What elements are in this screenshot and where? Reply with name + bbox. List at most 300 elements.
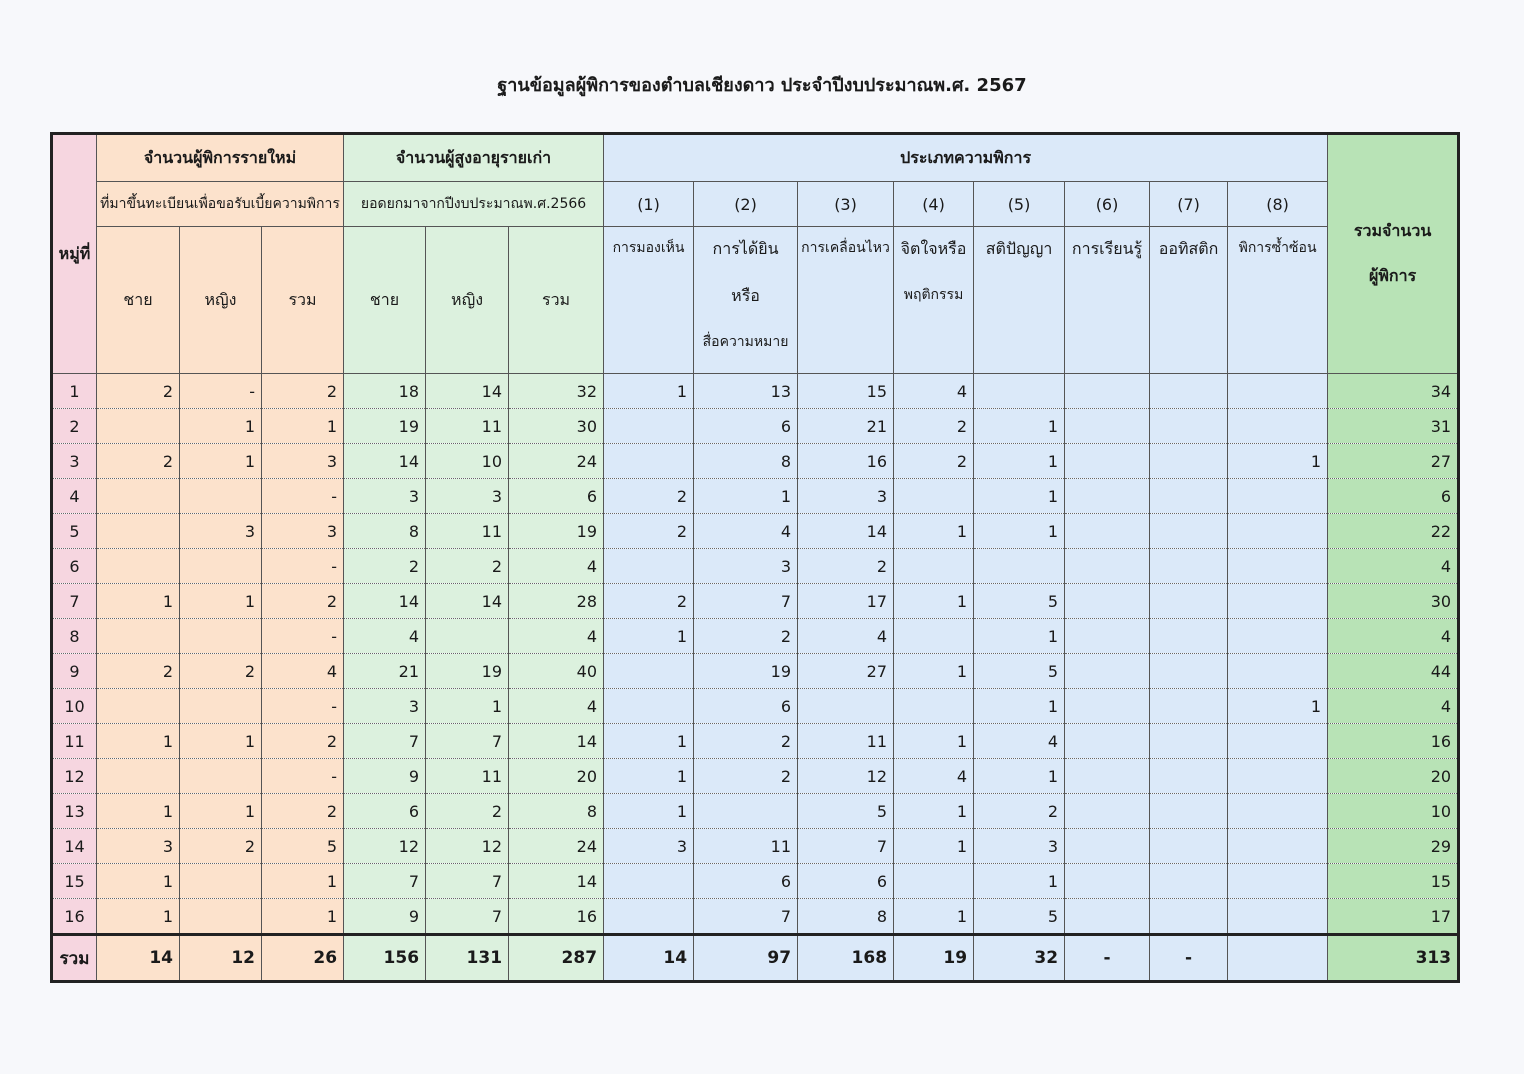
cell-type5: 1 bbox=[974, 689, 1065, 724]
cell-type7 bbox=[1150, 584, 1228, 619]
cell-type3: 15 bbox=[798, 374, 894, 409]
cell-type5: 5 bbox=[974, 899, 1065, 935]
cell-type6 bbox=[1065, 689, 1150, 724]
cell-village: 14 bbox=[52, 829, 97, 864]
cell-type2: 1 bbox=[694, 479, 798, 514]
total-new-sum: 26 bbox=[262, 935, 344, 982]
cell-new-female bbox=[180, 689, 262, 724]
cell-old-sum: 19 bbox=[509, 514, 604, 549]
new-sum-header: รวม bbox=[262, 227, 344, 374]
cell-type1: 1 bbox=[604, 619, 694, 654]
cell-new-female bbox=[180, 864, 262, 899]
cell-type3: 17 bbox=[798, 584, 894, 619]
cell-type4: 1 bbox=[894, 724, 974, 759]
type2-num: (2) bbox=[694, 182, 798, 227]
cell-type6 bbox=[1065, 829, 1150, 864]
cell-village: 13 bbox=[52, 794, 97, 829]
cell-old-female: 19 bbox=[426, 654, 509, 689]
cell-type4: 4 bbox=[894, 374, 974, 409]
cell-type4: 1 bbox=[894, 899, 974, 935]
cell-type7 bbox=[1150, 479, 1228, 514]
type2-line3: สื่อความหมาย bbox=[702, 334, 789, 350]
cell-type4: 1 bbox=[894, 514, 974, 549]
total-type7: - bbox=[1150, 935, 1228, 982]
new-sub-header: ที่มาขึ้นทะเบียนเพื่อขอรับเบี้ยความพิการ bbox=[97, 182, 344, 227]
cell-total: 29 bbox=[1328, 829, 1459, 864]
cell-total: 4 bbox=[1328, 689, 1459, 724]
cell-type8: 1 bbox=[1228, 444, 1328, 479]
cell-type3: 21 bbox=[798, 409, 894, 444]
type4-header bbox=[894, 227, 974, 374]
table-row bbox=[52, 444, 1459, 479]
cell-type7 bbox=[1150, 829, 1228, 864]
table-row bbox=[52, 584, 1459, 619]
cell-type2: 7 bbox=[694, 899, 798, 935]
cell-type6 bbox=[1065, 864, 1150, 899]
total-new-female: 12 bbox=[180, 935, 262, 982]
cell-total: 22 bbox=[1328, 514, 1459, 549]
cell-type2: 2 bbox=[694, 724, 798, 759]
cell-new-sum: 2 bbox=[262, 724, 344, 759]
type2-header bbox=[694, 227, 798, 374]
cell-new-male: 1 bbox=[97, 724, 180, 759]
cell-new-sum: - bbox=[262, 549, 344, 584]
cell-type4: 1 bbox=[894, 584, 974, 619]
type6-header: การเรียนรู้ bbox=[1065, 227, 1150, 374]
table-row bbox=[52, 654, 1459, 689]
cell-type1: 2 bbox=[604, 479, 694, 514]
cell-village: 10 bbox=[52, 689, 97, 724]
cell-type6 bbox=[1065, 479, 1150, 514]
col-village-header: หมู่ที่ bbox=[52, 134, 97, 374]
cell-old-male: 4 bbox=[344, 619, 426, 654]
old-group-header: จำนวนผู้สูงอายุรายเก่า bbox=[344, 134, 604, 182]
cell-old-female: 10 bbox=[426, 444, 509, 479]
cell-new-female: 1 bbox=[180, 724, 262, 759]
cell-old-female bbox=[426, 619, 509, 654]
cell-new-male bbox=[97, 689, 180, 724]
table-row bbox=[52, 759, 1459, 794]
disability-table bbox=[50, 132, 1460, 983]
cell-total: 20 bbox=[1328, 759, 1459, 794]
cell-type5: 2 bbox=[974, 794, 1065, 829]
table-row bbox=[52, 409, 1459, 444]
cell-type6 bbox=[1065, 619, 1150, 654]
cell-type1: 2 bbox=[604, 584, 694, 619]
cell-type2: 6 bbox=[694, 409, 798, 444]
cell-old-male: 6 bbox=[344, 794, 426, 829]
cell-old-sum: 24 bbox=[509, 444, 604, 479]
cell-type7 bbox=[1150, 724, 1228, 759]
total-type3: 168 bbox=[798, 935, 894, 982]
cell-type8 bbox=[1228, 409, 1328, 444]
cell-old-male: 12 bbox=[344, 829, 426, 864]
cell-new-sum: 4 bbox=[262, 654, 344, 689]
cell-new-sum: 5 bbox=[262, 829, 344, 864]
cell-old-female: 11 bbox=[426, 514, 509, 549]
cell-new-female: 1 bbox=[180, 444, 262, 479]
cell-type6 bbox=[1065, 654, 1150, 689]
type1-header: การมองเห็น bbox=[604, 227, 694, 374]
cell-old-male: 7 bbox=[344, 864, 426, 899]
cell-type7 bbox=[1150, 444, 1228, 479]
cell-new-female: 1 bbox=[180, 794, 262, 829]
cell-type8 bbox=[1228, 899, 1328, 935]
cell-type4: 1 bbox=[894, 794, 974, 829]
type7-num: (7) bbox=[1150, 182, 1228, 227]
cell-new-male: 2 bbox=[97, 444, 180, 479]
cell-type8 bbox=[1228, 864, 1328, 899]
cell-village: 6 bbox=[52, 549, 97, 584]
cell-new-sum: 2 bbox=[262, 794, 344, 829]
cell-type3: 8 bbox=[798, 899, 894, 935]
cell-type8 bbox=[1228, 759, 1328, 794]
cell-new-male: 3 bbox=[97, 829, 180, 864]
cell-type5: 1 bbox=[974, 444, 1065, 479]
type8-num: (8) bbox=[1228, 182, 1328, 227]
table-row bbox=[52, 899, 1459, 935]
cell-old-female: 7 bbox=[426, 864, 509, 899]
cell-old-male: 2 bbox=[344, 549, 426, 584]
table-row bbox=[52, 864, 1459, 899]
type2-line1: การได้ยิน bbox=[712, 239, 779, 258]
cell-old-sum: 20 bbox=[509, 759, 604, 794]
cell-type7 bbox=[1150, 374, 1228, 409]
cell-new-male: 1 bbox=[97, 899, 180, 935]
cell-type5: 1 bbox=[974, 514, 1065, 549]
type4-line1: จิตใจหรือ bbox=[900, 239, 967, 258]
cell-new-sum: 3 bbox=[262, 444, 344, 479]
total-old-sum: 287 bbox=[509, 935, 604, 982]
cell-total: 30 bbox=[1328, 584, 1459, 619]
cell-type2: 13 bbox=[694, 374, 798, 409]
cell-type2: 3 bbox=[694, 549, 798, 584]
cell-type5: 5 bbox=[974, 584, 1065, 619]
type4-num: (4) bbox=[894, 182, 974, 227]
type1-num: (1) bbox=[604, 182, 694, 227]
cell-type7 bbox=[1150, 794, 1228, 829]
cell-type5 bbox=[974, 549, 1065, 584]
cell-total: 4 bbox=[1328, 619, 1459, 654]
cell-type7 bbox=[1150, 689, 1228, 724]
cell-new-sum: 1 bbox=[262, 899, 344, 935]
cell-new-female: 2 bbox=[180, 654, 262, 689]
total-type4: 19 bbox=[894, 935, 974, 982]
cell-type1: 2 bbox=[604, 514, 694, 549]
cell-old-female: 2 bbox=[426, 794, 509, 829]
cell-type4 bbox=[894, 689, 974, 724]
cell-village: 1 bbox=[52, 374, 97, 409]
cell-total: 16 bbox=[1328, 724, 1459, 759]
cell-total: 44 bbox=[1328, 654, 1459, 689]
cell-type7 bbox=[1150, 899, 1228, 935]
cell-type3: 7 bbox=[798, 829, 894, 864]
types-group-header: ประเภทความพิการ bbox=[604, 134, 1328, 182]
cell-new-male: 1 bbox=[97, 794, 180, 829]
cell-type1 bbox=[604, 409, 694, 444]
total-header-line1: รวมจำนวน bbox=[1353, 221, 1432, 240]
cell-type4 bbox=[894, 479, 974, 514]
cell-new-sum: - bbox=[262, 689, 344, 724]
cell-new-female bbox=[180, 759, 262, 794]
cell-type2: 11 bbox=[694, 829, 798, 864]
cell-type3: 14 bbox=[798, 514, 894, 549]
table-row bbox=[52, 829, 1459, 864]
table-row bbox=[52, 374, 1459, 409]
cell-type5: 3 bbox=[974, 829, 1065, 864]
cell-old-male: 9 bbox=[344, 759, 426, 794]
cell-new-male: 2 bbox=[97, 654, 180, 689]
cell-new-female bbox=[180, 549, 262, 584]
cell-old-female: 2 bbox=[426, 549, 509, 584]
cell-type1 bbox=[604, 689, 694, 724]
cell-type1 bbox=[604, 549, 694, 584]
cell-type5: 1 bbox=[974, 479, 1065, 514]
cell-old-female: 14 bbox=[426, 374, 509, 409]
total-type5: 32 bbox=[974, 935, 1065, 982]
table-row bbox=[52, 724, 1459, 759]
cell-type4 bbox=[894, 549, 974, 584]
cell-village: 3 bbox=[52, 444, 97, 479]
new-male-header: ชาย bbox=[97, 227, 180, 374]
cell-type8: 1 bbox=[1228, 689, 1328, 724]
cell-type6 bbox=[1065, 794, 1150, 829]
cell-type4: 2 bbox=[894, 444, 974, 479]
cell-type1: 3 bbox=[604, 829, 694, 864]
cell-type6 bbox=[1065, 444, 1150, 479]
cell-type2: 7 bbox=[694, 584, 798, 619]
cell-type6 bbox=[1065, 374, 1150, 409]
cell-type6 bbox=[1065, 514, 1150, 549]
cell-new-sum: - bbox=[262, 479, 344, 514]
type8-header: พิการซ้ำซ้อน bbox=[1228, 227, 1328, 374]
cell-total: 27 bbox=[1328, 444, 1459, 479]
cell-type5: 1 bbox=[974, 619, 1065, 654]
cell-total: 4 bbox=[1328, 549, 1459, 584]
table-row bbox=[52, 549, 1459, 584]
cell-old-male: 8 bbox=[344, 514, 426, 549]
page-title: ฐานข้อมูลผู้พิการของตำบลเชียงดาว ประจำปีงบประมาณพ.ศ. 2567 bbox=[497, 75, 1027, 96]
cell-type3: 16 bbox=[798, 444, 894, 479]
cell-type8 bbox=[1228, 619, 1328, 654]
cell-type5: 1 bbox=[974, 409, 1065, 444]
cell-type3: 11 bbox=[798, 724, 894, 759]
old-female-header: หญิง bbox=[426, 227, 509, 374]
cell-old-female: 12 bbox=[426, 829, 509, 864]
cell-type6 bbox=[1065, 409, 1150, 444]
cell-type3: 12 bbox=[798, 759, 894, 794]
type3-header: การเคลื่อนไหว bbox=[798, 227, 894, 374]
cell-type6 bbox=[1065, 549, 1150, 584]
total-type8 bbox=[1228, 935, 1328, 982]
cell-type2: 8 bbox=[694, 444, 798, 479]
cell-old-male: 19 bbox=[344, 409, 426, 444]
cell-type7 bbox=[1150, 409, 1228, 444]
table-row bbox=[52, 479, 1459, 514]
cell-old-sum: 6 bbox=[509, 479, 604, 514]
cell-type4: 1 bbox=[894, 654, 974, 689]
cell-village: 2 bbox=[52, 409, 97, 444]
cell-old-sum: 4 bbox=[509, 689, 604, 724]
type3-num: (3) bbox=[798, 182, 894, 227]
cell-old-male: 9 bbox=[344, 899, 426, 935]
cell-type4: 4 bbox=[894, 759, 974, 794]
cell-type8 bbox=[1228, 654, 1328, 689]
total-header-line2: ผู้พิการ bbox=[1369, 266, 1417, 285]
cell-old-female: 7 bbox=[426, 724, 509, 759]
cell-total: 17 bbox=[1328, 899, 1459, 935]
total-total: 313 bbox=[1328, 935, 1459, 982]
type5-num: (5) bbox=[974, 182, 1065, 227]
table-row bbox=[52, 619, 1459, 654]
cell-type5: 1 bbox=[974, 864, 1065, 899]
cell-type2: 2 bbox=[694, 759, 798, 794]
cell-new-female: 3 bbox=[180, 514, 262, 549]
cell-old-male: 18 bbox=[344, 374, 426, 409]
cell-old-female: 1 bbox=[426, 689, 509, 724]
old-male-header: ชาย bbox=[344, 227, 426, 374]
cell-type8 bbox=[1228, 794, 1328, 829]
cell-type5 bbox=[974, 374, 1065, 409]
cell-new-male bbox=[97, 409, 180, 444]
cell-type8 bbox=[1228, 549, 1328, 584]
cell-total: 34 bbox=[1328, 374, 1459, 409]
cell-type4 bbox=[894, 864, 974, 899]
cell-new-male bbox=[97, 759, 180, 794]
cell-type4 bbox=[894, 619, 974, 654]
cell-total: 6 bbox=[1328, 479, 1459, 514]
cell-total: 10 bbox=[1328, 794, 1459, 829]
total-type6: - bbox=[1065, 935, 1150, 982]
cell-type7 bbox=[1150, 549, 1228, 584]
cell-type1 bbox=[604, 864, 694, 899]
cell-new-female: 1 bbox=[180, 409, 262, 444]
cell-new-sum: 3 bbox=[262, 514, 344, 549]
total-old-male: 156 bbox=[344, 935, 426, 982]
cell-new-female: - bbox=[180, 374, 262, 409]
cell-old-male: 3 bbox=[344, 479, 426, 514]
cell-type7 bbox=[1150, 759, 1228, 794]
cell-type5: 5 bbox=[974, 654, 1065, 689]
cell-new-female bbox=[180, 479, 262, 514]
cell-type2: 6 bbox=[694, 864, 798, 899]
cell-village: 7 bbox=[52, 584, 97, 619]
cell-total: 31 bbox=[1328, 409, 1459, 444]
cell-type1 bbox=[604, 654, 694, 689]
cell-old-sum: 24 bbox=[509, 829, 604, 864]
type4-line2: พฤติกรรม bbox=[903, 287, 964, 303]
cell-new-sum: 1 bbox=[262, 409, 344, 444]
cell-type7 bbox=[1150, 514, 1228, 549]
cell-old-sum: 14 bbox=[509, 864, 604, 899]
cell-old-male: 3 bbox=[344, 689, 426, 724]
cell-old-female: 14 bbox=[426, 584, 509, 619]
cell-type4: 2 bbox=[894, 409, 974, 444]
cell-type5: 4 bbox=[974, 724, 1065, 759]
cell-old-female: 11 bbox=[426, 759, 509, 794]
cell-new-male bbox=[97, 514, 180, 549]
cell-type1 bbox=[604, 444, 694, 479]
cell-type2: 4 bbox=[694, 514, 798, 549]
cell-type1: 1 bbox=[604, 794, 694, 829]
type6-num: (6) bbox=[1065, 182, 1150, 227]
cell-new-sum: 2 bbox=[262, 374, 344, 409]
cell-old-sum: 8 bbox=[509, 794, 604, 829]
cell-old-female: 3 bbox=[426, 479, 509, 514]
old-sum-header: รวม bbox=[509, 227, 604, 374]
total-old-female: 131 bbox=[426, 935, 509, 982]
cell-type8 bbox=[1228, 514, 1328, 549]
cell-village: 9 bbox=[52, 654, 97, 689]
cell-old-sum: 4 bbox=[509, 619, 604, 654]
new-group-header: จำนวนผู้พิการรายใหม่ bbox=[97, 134, 344, 182]
new-female-header: หญิง bbox=[180, 227, 262, 374]
total-type2: 97 bbox=[694, 935, 798, 982]
cell-type3: 4 bbox=[798, 619, 894, 654]
cell-village: 8 bbox=[52, 619, 97, 654]
table-row bbox=[52, 689, 1459, 724]
cell-old-female: 7 bbox=[426, 899, 509, 935]
type7-header: ออทิสติก bbox=[1150, 227, 1228, 374]
cell-new-male bbox=[97, 549, 180, 584]
total-village: รวม bbox=[52, 935, 97, 982]
cell-type3: 2 bbox=[798, 549, 894, 584]
cell-type8 bbox=[1228, 584, 1328, 619]
cell-new-female bbox=[180, 619, 262, 654]
table-body bbox=[52, 374, 1459, 935]
cell-type1: 1 bbox=[604, 759, 694, 794]
cell-type4: 1 bbox=[894, 829, 974, 864]
cell-type3: 6 bbox=[798, 864, 894, 899]
cell-old-sum: 4 bbox=[509, 549, 604, 584]
cell-old-sum: 32 bbox=[509, 374, 604, 409]
cell-type6 bbox=[1065, 899, 1150, 935]
total-new-male: 14 bbox=[97, 935, 180, 982]
cell-village: 12 bbox=[52, 759, 97, 794]
cell-village: 5 bbox=[52, 514, 97, 549]
cell-type7 bbox=[1150, 654, 1228, 689]
cell-old-sum: 40 bbox=[509, 654, 604, 689]
cell-type2: 2 bbox=[694, 619, 798, 654]
cell-type8 bbox=[1228, 374, 1328, 409]
cell-type6 bbox=[1065, 584, 1150, 619]
cell-type5: 1 bbox=[974, 759, 1065, 794]
type2-line2: หรือ bbox=[731, 286, 760, 305]
cell-type1 bbox=[604, 899, 694, 935]
cell-old-sum: 14 bbox=[509, 724, 604, 759]
cell-old-male: 7 bbox=[344, 724, 426, 759]
cell-old-sum: 28 bbox=[509, 584, 604, 619]
cell-new-sum: 2 bbox=[262, 584, 344, 619]
cell-new-male bbox=[97, 619, 180, 654]
cell-old-male: 21 bbox=[344, 654, 426, 689]
total-type1: 14 bbox=[604, 935, 694, 982]
cell-new-female: 2 bbox=[180, 829, 262, 864]
cell-type3: 5 bbox=[798, 794, 894, 829]
cell-type2 bbox=[694, 794, 798, 829]
old-sub-header: ยอดยกมาจากปีงบประมาณพ.ศ.2566 bbox=[344, 182, 604, 227]
table-row bbox=[52, 514, 1459, 549]
table-row bbox=[52, 794, 1459, 829]
cell-new-sum: - bbox=[262, 619, 344, 654]
cell-type3: 27 bbox=[798, 654, 894, 689]
cell-village: 4 bbox=[52, 479, 97, 514]
cell-type7 bbox=[1150, 864, 1228, 899]
cell-new-sum: 1 bbox=[262, 864, 344, 899]
cell-type8 bbox=[1228, 829, 1328, 864]
cell-old-female: 11 bbox=[426, 409, 509, 444]
cell-type2: 6 bbox=[694, 689, 798, 724]
